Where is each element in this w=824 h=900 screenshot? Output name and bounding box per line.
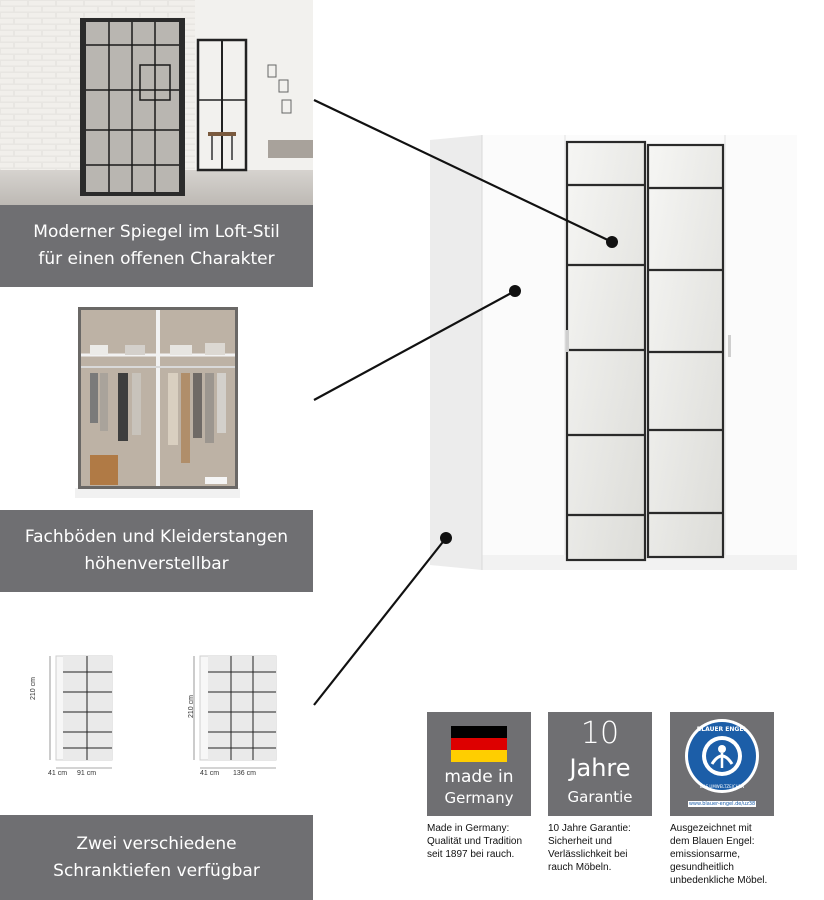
feature-caption-mirror xyxy=(0,205,313,287)
wardrobe-product-image xyxy=(425,130,800,590)
depth-label-large: 41 cm xyxy=(200,770,220,777)
badge-desc-line: gesundheitlich xyxy=(670,862,734,873)
feature-caption-line: Schranktiefen verfügbar xyxy=(53,860,260,881)
feature-caption-shelves xyxy=(0,510,313,592)
badge-title-line: Jahre xyxy=(569,754,631,782)
width-label-large: 136 cm xyxy=(233,770,256,777)
badge-desc-line: Sicherheit und xyxy=(548,836,612,847)
badge-title-line: made in xyxy=(444,767,514,787)
badge-desc-line: seit 1897 bei rauch. xyxy=(427,849,515,860)
badge-desc-line: Ausgezeichnet mit xyxy=(670,823,752,834)
feature-caption-line: Moderner Spiegel im Loft-Stil xyxy=(33,222,280,242)
badge-description xyxy=(670,822,782,887)
wardrobe-interior-image xyxy=(70,305,245,500)
badge-title-line: Garantie xyxy=(567,788,633,806)
seal-url: www.blauer-engel.de/uz38 xyxy=(688,801,756,807)
blue-angel-badge xyxy=(670,712,774,816)
feature-caption-line: Zwei verschiedene xyxy=(76,833,237,854)
seal-top-text: BLAUER ENGEL xyxy=(696,726,748,733)
badge-desc-line: Made in Germany: xyxy=(427,823,510,834)
badge-title-line: 10 xyxy=(580,716,620,751)
badge-description xyxy=(548,822,660,874)
seal-bottom-text: DAS UMWELTZEICHEN xyxy=(699,784,745,789)
height-label-large: 210 cm xyxy=(188,695,195,718)
badge-description xyxy=(427,822,539,861)
height-label-small: 210 cm xyxy=(30,677,37,700)
badge-desc-line: rauch Möbeln. xyxy=(548,862,612,873)
badge-desc-line: emissionsarme, xyxy=(670,849,741,860)
dimension-drawing-large xyxy=(186,648,286,780)
feature-caption-line: für einen offenen Charakter xyxy=(38,249,275,269)
feature-caption-line: höhenverstellbar xyxy=(84,554,229,574)
badge-title-line: Germany xyxy=(444,789,514,807)
width-label-small: 91 cm xyxy=(77,770,97,777)
depth-label-small: 41 cm xyxy=(48,770,68,777)
badge-desc-line: unbedenkliche Möbel. xyxy=(670,875,768,886)
warranty-badge xyxy=(548,712,652,816)
feature-caption-depths xyxy=(0,815,313,900)
feature-caption-line: Fachböden und Kleiderstangen xyxy=(24,527,289,547)
badge-desc-line: Qualität und Tradition xyxy=(427,836,523,847)
badge-desc-line: 10 Jahre Garantie: xyxy=(548,823,631,834)
dimension-drawing-small xyxy=(36,648,126,780)
badge-desc-line: Verlässlichkeit bei xyxy=(548,849,628,860)
badge-desc-line: dem Blauen Engel: xyxy=(670,836,755,847)
loft-room-photo xyxy=(0,0,313,205)
germany-flag-icon xyxy=(451,726,507,762)
made-in-germany-badge xyxy=(427,712,531,816)
